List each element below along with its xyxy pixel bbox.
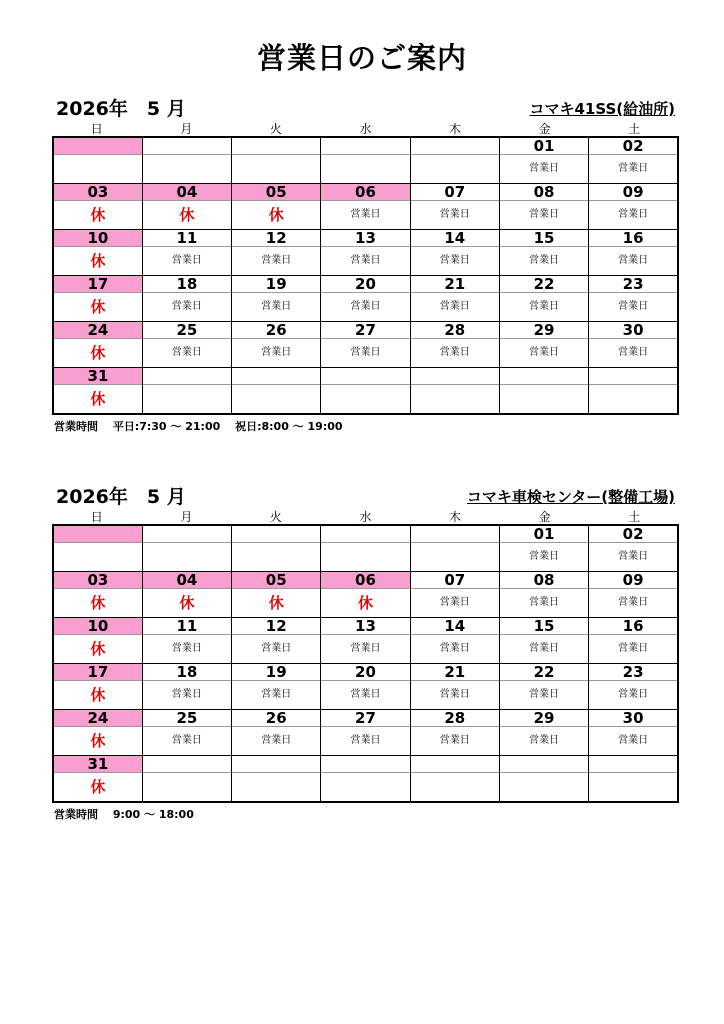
day-number <box>143 138 231 155</box>
day-cell <box>142 368 231 415</box>
day-cell <box>232 137 321 184</box>
business-day-label: 営業日 <box>618 255 649 266</box>
day-number: 28 <box>411 322 499 339</box>
day-cell <box>410 618 499 664</box>
weekday-sunday: 日 <box>90 510 103 524</box>
day-number: 17 <box>54 276 142 293</box>
business-day-label <box>54 543 142 571</box>
day-number <box>500 368 588 385</box>
business-day-label <box>232 543 320 571</box>
day-number <box>54 138 142 155</box>
day-number: 31 <box>54 756 142 773</box>
day-cell <box>232 710 321 756</box>
business-day-label: 営業日 <box>618 301 649 312</box>
business-day-label: 営業日 <box>439 209 470 220</box>
day-cell <box>499 368 588 415</box>
day-cell <box>499 756 588 803</box>
calendar-year-month: 2026年 5 月 <box>56 98 186 120</box>
calendar-header <box>52 482 679 510</box>
day-cell <box>321 664 410 710</box>
business-day-label: 営業日 <box>439 735 470 746</box>
business-day-label: 営業日 <box>350 689 381 700</box>
business-day-label: 営業日 <box>618 643 649 654</box>
business-day-label: 営業日 <box>350 347 381 358</box>
day-number <box>232 138 320 155</box>
business-day-label: 営業日 <box>171 735 202 746</box>
day-number: 05 <box>232 572 320 589</box>
day-number: 08 <box>500 184 588 201</box>
day-cell <box>321 276 410 322</box>
business-day-label: 営業日 <box>261 301 292 312</box>
day-number: 24 <box>54 710 142 727</box>
day-cell <box>410 572 499 618</box>
business-day-label: 営業日 <box>350 301 381 312</box>
day-number: 04 <box>143 572 231 589</box>
weekday-monday: 月 <box>180 510 193 524</box>
weekday-friday: 金 <box>538 510 551 524</box>
day-cell <box>142 664 231 710</box>
week-row <box>53 137 678 184</box>
day-cell <box>53 618 142 664</box>
business-day-label: 営業日 <box>618 347 649 358</box>
day-number: 06 <box>321 572 409 589</box>
business-day-label: 営業日 <box>529 255 560 266</box>
day-number: 26 <box>232 710 320 727</box>
business-day-label: 営業日 <box>618 689 649 700</box>
day-cell <box>410 137 499 184</box>
day-cell <box>410 368 499 415</box>
day-number <box>411 526 499 543</box>
week-row <box>53 322 678 368</box>
day-cell <box>410 664 499 710</box>
day-number <box>321 368 409 385</box>
closed-label: 休 <box>90 594 106 612</box>
day-number: 09 <box>589 572 677 589</box>
day-number: 22 <box>500 276 588 293</box>
closed-label: 休 <box>268 594 284 612</box>
day-number: 31 <box>54 368 142 385</box>
week-row <box>53 756 678 803</box>
business-day-label <box>411 155 499 183</box>
day-number: 10 <box>54 230 142 247</box>
business-day-label: 営業日 <box>350 735 381 746</box>
business-day-label: 営業日 <box>529 163 560 174</box>
business-day-label: 営業日 <box>439 301 470 312</box>
business-day-label: 営業日 <box>350 209 381 220</box>
day-number: 01 <box>500 526 588 543</box>
day-number <box>143 526 231 543</box>
business-day-label: 営業日 <box>618 209 649 220</box>
closed-label: 休 <box>90 778 106 796</box>
business-day-label: 営業日 <box>529 597 560 608</box>
day-cell <box>410 322 499 368</box>
week-row <box>53 525 678 572</box>
day-number <box>321 756 409 773</box>
day-cell <box>589 276 678 322</box>
day-number: 27 <box>321 710 409 727</box>
weekday-thursday: 木 <box>449 510 462 524</box>
day-number: 11 <box>143 618 231 635</box>
day-number: 21 <box>411 276 499 293</box>
business-day-label <box>143 773 231 801</box>
day-cell <box>142 184 231 230</box>
day-number: 20 <box>321 664 409 681</box>
day-cell <box>589 368 678 415</box>
day-cell <box>499 710 588 756</box>
business-day-label: 営業日 <box>171 689 202 700</box>
day-cell <box>53 322 142 368</box>
day-cell <box>410 756 499 803</box>
day-cell <box>499 525 588 572</box>
day-cell <box>589 756 678 803</box>
day-cell <box>499 230 588 276</box>
week-row <box>53 618 678 664</box>
business-day-label <box>500 385 588 413</box>
day-number: 29 <box>500 322 588 339</box>
business-day-label: 営業日 <box>618 597 649 608</box>
business-day-label: 営業日 <box>618 735 649 746</box>
day-cell <box>499 276 588 322</box>
day-cell <box>499 184 588 230</box>
day-number: 25 <box>143 322 231 339</box>
closed-label: 休 <box>268 206 284 224</box>
business-day-label: 営業日 <box>439 689 470 700</box>
weekday-header <box>52 122 679 136</box>
closed-label: 休 <box>179 594 195 612</box>
day-cell <box>321 572 410 618</box>
page-title: 営業日のご案内 <box>256 41 467 75</box>
day-number: 02 <box>589 138 677 155</box>
day-cell <box>232 664 321 710</box>
business-day-label: 営業日 <box>261 735 292 746</box>
day-number: 02 <box>589 526 677 543</box>
day-cell <box>499 664 588 710</box>
calendar-grid <box>52 136 679 415</box>
day-cell <box>142 756 231 803</box>
day-cell <box>321 710 410 756</box>
day-number: 08 <box>500 572 588 589</box>
day-cell <box>589 525 678 572</box>
weekday-saturday: 土 <box>628 510 641 524</box>
weekday-friday: 金 <box>538 122 551 136</box>
business-day-label: 営業日 <box>350 643 381 654</box>
calendar-header <box>52 94 679 122</box>
weekday-tuesday: 火 <box>269 510 282 524</box>
business-day-label: 営業日 <box>261 689 292 700</box>
business-day-label <box>411 543 499 571</box>
business-day-label <box>411 773 499 801</box>
day-cell <box>232 572 321 618</box>
day-cell <box>589 710 678 756</box>
day-cell <box>232 756 321 803</box>
closed-label: 休 <box>90 390 106 408</box>
day-cell <box>410 230 499 276</box>
day-cell <box>589 618 678 664</box>
day-number <box>411 756 499 773</box>
day-cell <box>321 230 410 276</box>
week-row <box>53 230 678 276</box>
day-number: 04 <box>143 184 231 201</box>
business-day-label: 営業日 <box>171 301 202 312</box>
day-cell <box>321 137 410 184</box>
business-day-label: 営業日 <box>261 643 292 654</box>
day-number <box>500 756 588 773</box>
business-day-label: 営業日 <box>529 301 560 312</box>
business-day-label: 営業日 <box>529 689 560 700</box>
calendar-store-name: コマキ車検センター(整備工場) <box>466 488 675 506</box>
business-day-label <box>321 543 409 571</box>
day-number <box>54 526 142 543</box>
day-cell <box>232 525 321 572</box>
day-cell <box>321 618 410 664</box>
day-number: 16 <box>589 230 677 247</box>
day-number: 13 <box>321 618 409 635</box>
business-day-label: 営業日 <box>439 347 470 358</box>
day-cell <box>142 572 231 618</box>
closed-label: 休 <box>90 732 106 750</box>
business-day-label <box>321 385 409 413</box>
business-day-label: 営業日 <box>439 597 470 608</box>
weekday-thursday: 木 <box>449 122 462 136</box>
week-row <box>53 276 678 322</box>
day-number: 05 <box>232 184 320 201</box>
business-day-label: 営業日 <box>171 643 202 654</box>
day-cell <box>410 276 499 322</box>
business-day-label: 営業日 <box>439 255 470 266</box>
closed-label: 休 <box>90 298 106 316</box>
day-number: 03 <box>54 572 142 589</box>
closed-label: 休 <box>90 344 106 362</box>
day-number: 23 <box>589 664 677 681</box>
day-cell <box>232 184 321 230</box>
business-day-label <box>589 773 677 801</box>
business-day-label: 営業日 <box>618 551 649 562</box>
day-number: 28 <box>411 710 499 727</box>
day-number <box>589 756 677 773</box>
day-cell <box>142 322 231 368</box>
day-number <box>589 368 677 385</box>
business-day-label: 営業日 <box>529 735 560 746</box>
business-day-label: 営業日 <box>261 255 292 266</box>
day-cell <box>53 710 142 756</box>
day-number: 01 <box>500 138 588 155</box>
day-cell <box>142 618 231 664</box>
business-day-label: 営業日 <box>529 551 560 562</box>
day-number <box>321 526 409 543</box>
business-day-label <box>589 385 677 413</box>
day-cell <box>53 525 142 572</box>
day-cell <box>142 230 231 276</box>
day-number: 18 <box>143 276 231 293</box>
day-number: 06 <box>321 184 409 201</box>
day-cell <box>410 710 499 756</box>
calendar-grid <box>52 524 679 803</box>
business-day-label: 営業日 <box>439 643 470 654</box>
day-number: 24 <box>54 322 142 339</box>
business-hours: 営業時間 9:00 ～ 18:00 <box>54 808 194 821</box>
day-number: 12 <box>232 230 320 247</box>
weekday-monday: 月 <box>180 122 193 136</box>
day-number <box>321 138 409 155</box>
business-day-label: 営業日 <box>529 347 560 358</box>
business-day-label: 営業日 <box>171 255 202 266</box>
day-cell <box>232 322 321 368</box>
day-cell <box>53 276 142 322</box>
closed-label: 休 <box>179 206 195 224</box>
day-cell <box>589 572 678 618</box>
day-cell <box>142 525 231 572</box>
day-cell <box>589 664 678 710</box>
business-day-label: 営業日 <box>261 347 292 358</box>
week-row <box>53 572 678 618</box>
business-day-label <box>232 385 320 413</box>
day-number: 19 <box>232 664 320 681</box>
day-number: 07 <box>411 572 499 589</box>
day-cell <box>410 525 499 572</box>
business-day-label <box>232 155 320 183</box>
day-number: 30 <box>589 322 677 339</box>
week-row <box>53 368 678 415</box>
day-cell <box>589 322 678 368</box>
weekday-wednesday: 水 <box>359 510 372 524</box>
calendar-store-name: コマキ41SS(給油所) <box>529 100 675 118</box>
closed-label: 休 <box>357 594 373 612</box>
day-cell <box>53 756 142 803</box>
day-cell <box>589 230 678 276</box>
day-number <box>411 138 499 155</box>
business-day-label: 営業日 <box>529 209 560 220</box>
day-number: 11 <box>143 230 231 247</box>
day-cell <box>53 368 142 415</box>
day-number: 21 <box>411 664 499 681</box>
day-number: 09 <box>589 184 677 201</box>
weekday-header <box>52 510 679 524</box>
day-cell <box>53 230 142 276</box>
calendar-year-month: 2026年 5 月 <box>56 486 186 508</box>
day-cell <box>410 184 499 230</box>
business-day-label <box>54 155 142 183</box>
weekday-wednesday: 水 <box>359 122 372 136</box>
day-number: 15 <box>500 230 588 247</box>
day-cell <box>321 368 410 415</box>
weekday-tuesday: 火 <box>269 122 282 136</box>
day-number <box>411 368 499 385</box>
business-day-label <box>321 773 409 801</box>
day-cell <box>589 137 678 184</box>
calendar-gas-station <box>52 94 679 434</box>
day-cell <box>232 276 321 322</box>
day-cell <box>53 137 142 184</box>
day-number: 15 <box>500 618 588 635</box>
day-cell <box>321 756 410 803</box>
day-number: 25 <box>143 710 231 727</box>
day-number: 26 <box>232 322 320 339</box>
day-number: 16 <box>589 618 677 635</box>
day-cell <box>232 368 321 415</box>
business-day-label <box>500 773 588 801</box>
calendar-inspection-center <box>52 482 679 822</box>
closed-label: 休 <box>90 686 106 704</box>
day-cell <box>53 664 142 710</box>
day-cell <box>499 137 588 184</box>
day-number: 12 <box>232 618 320 635</box>
weekday-saturday: 土 <box>628 122 641 136</box>
day-number: 18 <box>143 664 231 681</box>
day-cell <box>321 525 410 572</box>
day-cell <box>232 230 321 276</box>
day-number: 27 <box>321 322 409 339</box>
day-cell <box>321 322 410 368</box>
business-day-label <box>411 385 499 413</box>
week-row <box>53 664 678 710</box>
day-number: 13 <box>321 230 409 247</box>
day-number: 14 <box>411 230 499 247</box>
day-number <box>143 756 231 773</box>
business-day-label <box>143 155 231 183</box>
closed-label: 休 <box>90 640 106 658</box>
day-cell <box>142 276 231 322</box>
day-cell <box>589 184 678 230</box>
business-day-label <box>143 543 231 571</box>
day-number: 30 <box>589 710 677 727</box>
day-cell <box>142 137 231 184</box>
business-day-label: 営業日 <box>171 347 202 358</box>
day-cell <box>53 572 142 618</box>
day-cell <box>499 572 588 618</box>
day-number <box>232 368 320 385</box>
day-cell <box>142 710 231 756</box>
week-row <box>53 710 678 756</box>
weekday-sunday: 日 <box>90 122 103 136</box>
day-cell <box>53 184 142 230</box>
day-number <box>143 368 231 385</box>
business-day-label: 営業日 <box>618 163 649 174</box>
day-cell <box>232 618 321 664</box>
day-number: 14 <box>411 618 499 635</box>
day-number: 17 <box>54 664 142 681</box>
day-number: 03 <box>54 184 142 201</box>
closed-label: 休 <box>90 252 106 270</box>
day-number: 23 <box>589 276 677 293</box>
business-hours: 営業時間 平日:7:30 ～ 21:00 祝日:8:00 ～ 19:00 <box>54 420 343 433</box>
day-number <box>232 526 320 543</box>
day-cell <box>321 184 410 230</box>
business-day-label <box>321 155 409 183</box>
business-day-label: 営業日 <box>529 643 560 654</box>
day-number: 20 <box>321 276 409 293</box>
closed-label: 休 <box>90 206 106 224</box>
day-number: 07 <box>411 184 499 201</box>
day-number <box>232 756 320 773</box>
day-number: 29 <box>500 710 588 727</box>
business-day-label <box>232 773 320 801</box>
business-day-label: 営業日 <box>350 255 381 266</box>
day-number: 10 <box>54 618 142 635</box>
day-number: 22 <box>500 664 588 681</box>
week-row <box>53 184 678 230</box>
day-cell <box>499 322 588 368</box>
day-cell <box>499 618 588 664</box>
business-day-label <box>143 385 231 413</box>
day-number: 19 <box>232 276 320 293</box>
